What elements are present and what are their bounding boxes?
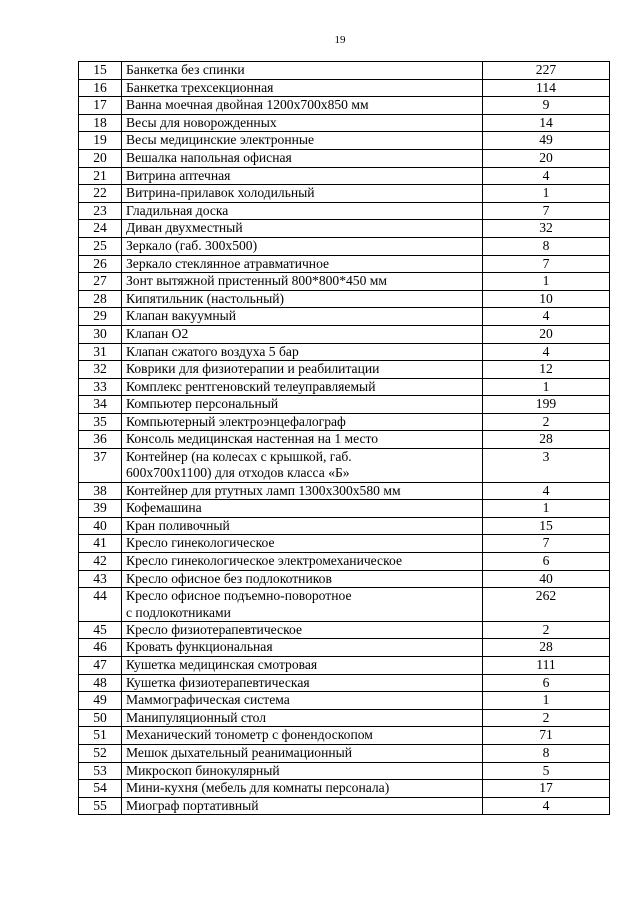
row-number: 36 (79, 431, 122, 449)
item-name (122, 97, 483, 115)
item-name-line: Комплекс рентгеновский телеуправляемый (126, 378, 376, 394)
item-quantity: 49 (483, 132, 610, 150)
table-row (79, 325, 610, 343)
item-name-line: Кресло офисное без подлокотников (126, 570, 332, 586)
item-name-line: Кресло физиотерапевтическое (126, 621, 302, 637)
item-name-line: Коврики для физиотерапии и реабилитации (126, 361, 380, 377)
item-name-line: Компьютер персональный (126, 396, 279, 412)
item-quantity: 17 (483, 780, 610, 798)
item-name (122, 449, 483, 483)
table-row (79, 308, 610, 326)
row-number: 27 (79, 273, 122, 291)
item-quantity: 40 (483, 570, 610, 588)
item-quantity: 7 (483, 202, 610, 220)
item-name-line: Весы медицинские электронные (126, 132, 315, 148)
table-row (79, 202, 610, 220)
item-name (122, 727, 483, 745)
item-quantity: 4 (483, 308, 610, 326)
item-quantity: 6 (483, 553, 610, 571)
row-number: 23 (79, 202, 122, 220)
table-row (79, 79, 610, 97)
item-name-line: с подлокотниками (126, 604, 231, 620)
table-row (79, 570, 610, 588)
row-number: 49 (79, 692, 122, 710)
item-name (122, 308, 483, 326)
row-number: 43 (79, 570, 122, 588)
item-name-line: Клапан сжатого воздуха 5 бар (126, 343, 299, 359)
row-number: 25 (79, 237, 122, 255)
item-quantity: 14 (483, 114, 610, 132)
table-row (79, 709, 610, 727)
item-name (122, 378, 483, 396)
item-quantity: 4 (483, 167, 610, 185)
item-quantity: 32 (483, 220, 610, 238)
item-name-line: Мешок дыхательный реанимационный (126, 744, 353, 760)
row-number: 45 (79, 621, 122, 639)
row-number: 22 (79, 185, 122, 203)
table-row (79, 149, 610, 167)
item-name (122, 290, 483, 308)
item-name-line: Контейнер для ртутных ламп 1300x300x580 мм (126, 482, 401, 498)
item-quantity: 8 (483, 744, 610, 762)
item-name-line: Клапан О2 (126, 325, 189, 341)
table-row (79, 692, 610, 710)
row-number: 35 (79, 413, 122, 431)
item-quantity: 2 (483, 709, 610, 727)
item-quantity: 2 (483, 621, 610, 639)
item-name-line: Кушетка физиотерапевтическая (126, 674, 310, 690)
item-name-line: Вешалка напольная офисная (126, 149, 292, 165)
row-number: 31 (79, 343, 122, 361)
item-name (122, 255, 483, 273)
item-quantity: 1 (483, 692, 610, 710)
item-name (122, 396, 483, 414)
table-row (79, 185, 610, 203)
item-name-line: Диван двухместный (126, 220, 243, 236)
item-name-line: Весы для новорожденных (126, 114, 277, 130)
item-name-line: Зеркало стеклянное атравматичное (126, 255, 330, 271)
item-name-line: Консоль медицинская настенная на 1 место (126, 431, 379, 447)
table-row (79, 273, 610, 291)
row-number: 53 (79, 762, 122, 780)
item-name (122, 220, 483, 238)
item-name-line: Кушетка медицинская смотровая (126, 657, 318, 672)
row-number: 37 (79, 449, 122, 483)
item-quantity: 2 (483, 413, 610, 431)
table-row (79, 535, 610, 553)
row-number: 15 (79, 62, 122, 80)
item-name (122, 185, 483, 203)
table-row (79, 97, 610, 115)
row-number: 20 (79, 149, 122, 167)
item-quantity: 20 (483, 149, 610, 167)
item-name (122, 588, 483, 622)
item-name-line: Витрина аптечная (126, 167, 231, 183)
item-name (122, 62, 483, 80)
table-row (79, 237, 610, 255)
table-row (79, 621, 610, 639)
row-number: 44 (79, 588, 122, 622)
row-number: 17 (79, 97, 122, 115)
row-number: 28 (79, 290, 122, 308)
table-row (79, 396, 610, 414)
item-quantity: 4 (483, 797, 610, 815)
row-number: 39 (79, 500, 122, 518)
item-name (122, 167, 483, 185)
row-number: 47 (79, 657, 122, 675)
item-name (122, 639, 483, 657)
item-quantity: 7 (483, 255, 610, 273)
table-row (79, 762, 610, 780)
item-quantity: 7 (483, 535, 610, 553)
item-name-line: Витрина-прилавок холодильный (126, 185, 315, 201)
table-row (79, 744, 610, 762)
item-quantity: 28 (483, 639, 610, 657)
table-row (79, 517, 610, 535)
item-name-line: Зеркало (габ. 300x500) (126, 237, 258, 253)
table-row (79, 167, 610, 185)
table-row (79, 674, 610, 692)
item-name-line: Кофемашина (126, 500, 202, 516)
item-name (122, 202, 483, 220)
row-number: 50 (79, 709, 122, 727)
item-name-line: Банкетка без спинки (126, 62, 245, 77)
item-name (122, 237, 483, 255)
item-name (122, 500, 483, 518)
item-name (122, 325, 483, 343)
item-name (122, 553, 483, 571)
item-name (122, 762, 483, 780)
item-name-line: Кресло гинекологическое (126, 535, 275, 551)
equipment-table (78, 61, 610, 815)
item-name-line: Кипятильник (настольный) (126, 290, 285, 306)
table-row (79, 553, 610, 571)
item-quantity: 5 (483, 762, 610, 780)
item-quantity: 10 (483, 290, 610, 308)
table-row (79, 343, 610, 361)
item-name (122, 797, 483, 815)
item-name-line: Манипуляционный стол (126, 709, 267, 725)
item-quantity: 1 (483, 500, 610, 518)
table-row (79, 62, 610, 80)
row-number: 40 (79, 517, 122, 535)
row-number: 34 (79, 396, 122, 414)
row-number: 54 (79, 780, 122, 798)
item-name-line: Гладильная доска (126, 202, 229, 218)
item-name (122, 780, 483, 798)
item-name (122, 361, 483, 379)
item-name-line: Кран поливочный (126, 517, 230, 533)
page-number: 19 (334, 34, 346, 46)
table-row (79, 657, 610, 675)
item-quantity: 199 (483, 396, 610, 414)
item-name-line: Маммографическая система (126, 692, 290, 708)
item-name (122, 482, 483, 500)
item-name (122, 413, 483, 431)
item-quantity: 1 (483, 378, 610, 396)
table-row (79, 482, 610, 500)
item-quantity: 8 (483, 237, 610, 255)
item-name (122, 517, 483, 535)
item-quantity: 1 (483, 273, 610, 291)
item-quantity: 20 (483, 325, 610, 343)
equipment-table-body (79, 62, 610, 815)
item-name (122, 709, 483, 727)
item-quantity: 1 (483, 185, 610, 203)
item-quantity: 4 (483, 343, 610, 361)
table-row (79, 639, 610, 657)
row-number: 46 (79, 639, 122, 657)
item-name (122, 149, 483, 167)
row-number: 48 (79, 674, 122, 692)
table-row (79, 780, 610, 798)
item-name (122, 674, 483, 692)
row-number: 26 (79, 255, 122, 273)
item-name (122, 570, 483, 588)
item-name (122, 657, 483, 675)
row-number: 19 (79, 132, 122, 150)
item-quantity: 114 (483, 79, 610, 97)
item-quantity: 15 (483, 517, 610, 535)
item-name-line: Механический тонометр с фонендоскопом (126, 727, 373, 743)
item-name (122, 431, 483, 449)
row-number: 51 (79, 727, 122, 745)
item-quantity: 3 (483, 449, 610, 483)
item-name-line: 600x700x1100) для отходов класса «Б» (126, 465, 350, 481)
table-row (79, 413, 610, 431)
item-quantity: 227 (483, 62, 610, 80)
item-quantity: 262 (483, 588, 610, 622)
row-number: 41 (79, 535, 122, 553)
row-number: 33 (79, 378, 122, 396)
table-row (79, 255, 610, 273)
item-name-line: Микроскоп бинокулярный (126, 762, 280, 778)
table-row (79, 449, 610, 483)
item-quantity: 28 (483, 431, 610, 449)
row-number: 29 (79, 308, 122, 326)
item-name (122, 692, 483, 710)
table-row (79, 378, 610, 396)
item-name (122, 621, 483, 639)
row-number: 55 (79, 797, 122, 815)
item-name (122, 132, 483, 150)
item-name-line: Контейнер (на колесах с крышкой, габ. (126, 449, 352, 465)
table-row (79, 132, 610, 150)
row-number: 18 (79, 114, 122, 132)
item-name-line: Мини-кухня (мебель для комнаты персонала) (126, 780, 390, 796)
item-quantity: 6 (483, 674, 610, 692)
item-name-line: Миограф портативный (126, 797, 259, 813)
table-row (79, 114, 610, 132)
row-number: 38 (79, 482, 122, 500)
item-quantity: 71 (483, 727, 610, 745)
item-quantity: 12 (483, 361, 610, 379)
row-number: 21 (79, 167, 122, 185)
table-row (79, 500, 610, 518)
item-name-line: Кресло гинекологическое электромеханическое (126, 553, 403, 569)
item-name (122, 343, 483, 361)
item-name-line: Клапан вакуумный (126, 308, 237, 324)
row-number: 24 (79, 220, 122, 238)
item-name-line: Кресло офисное подъемно-поворотное (126, 588, 352, 604)
item-name (122, 79, 483, 97)
table-row (79, 797, 610, 815)
item-name-line: Ванна моечная двойная 1200x700x850 мм (126, 97, 369, 113)
item-quantity: 111 (483, 657, 610, 675)
item-name (122, 114, 483, 132)
table-row (79, 361, 610, 379)
item-name (122, 273, 483, 291)
table-row (79, 431, 610, 449)
row-number: 16 (79, 79, 122, 97)
row-number: 52 (79, 744, 122, 762)
item-name (122, 744, 483, 762)
item-name-line: Зонт вытяжной пристенный 800*800*450 мм (126, 273, 388, 289)
row-number: 42 (79, 553, 122, 571)
row-number: 30 (79, 325, 122, 343)
table-row (79, 588, 610, 622)
row-number: 32 (79, 361, 122, 379)
item-name-line: Компьютерный электроэнцефалограф (126, 413, 346, 429)
item-name-line: Банкетка трехсекционная (126, 79, 274, 95)
table-row (79, 220, 610, 238)
item-quantity: 4 (483, 482, 610, 500)
table-row (79, 727, 610, 745)
item-quantity: 9 (483, 97, 610, 115)
item-name-line: Кровать функциональная (126, 639, 273, 655)
item-name (122, 535, 483, 553)
table-row (79, 290, 610, 308)
